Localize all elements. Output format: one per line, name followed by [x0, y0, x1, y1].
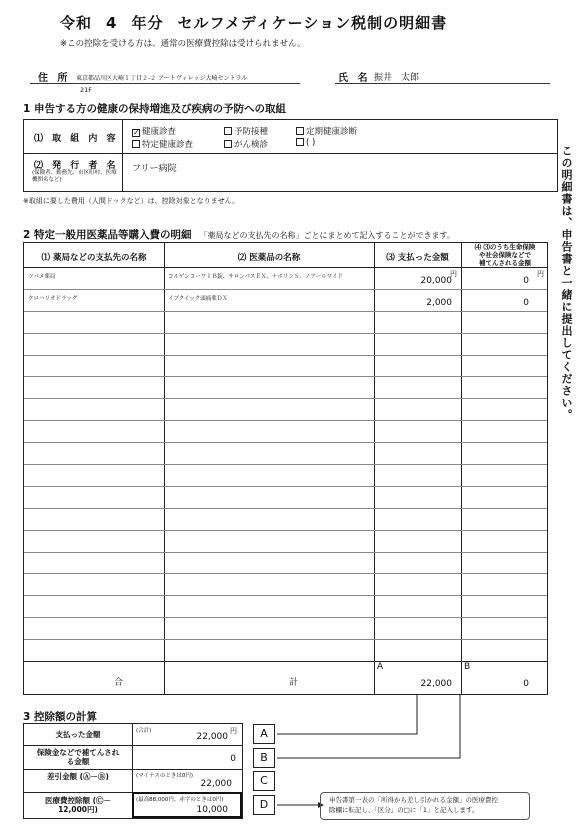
year-suffix: 年分: [131, 14, 164, 32]
calc-deduction-note: (最高88,000円、赤字のときは0円): [136, 797, 224, 803]
title-text: セルフメディケーション税制の明細書: [177, 14, 448, 32]
col-payee: ⑴ 薬局などの支払先の名称: [41, 253, 147, 263]
row1-payee: ツバメ薬局: [28, 274, 56, 280]
total-a-label: A: [377, 662, 384, 672]
transfer-note: 申告書第一表の「所得から差し引かれる金額」の医療費控 除欄に転記し、「区分」の□に「1」と記入します。: [320, 792, 530, 820]
checkbox-checked[interactable]: ✓: [133, 128, 140, 137]
calc-paid-label: 支払った金額: [55, 730, 101, 739]
address-line2: 21F: [80, 86, 93, 94]
calc-covered-value: 0: [230, 754, 236, 764]
issuer-value: フリー病院: [132, 164, 177, 174]
col-covered: ⑷ ⑶のうち生命保険 や社会保険などで 補てんされる金額: [474, 243, 536, 267]
letter-d: D: [253, 795, 275, 815]
calc-diff-value: 22,000: [200, 779, 232, 789]
option-vaccination[interactable]: 予防接種: [224, 125, 268, 137]
total-label-a: 合: [114, 678, 124, 688]
total-b: 0: [523, 679, 529, 689]
name-value: 振井 太郎: [374, 73, 420, 83]
letter-c: C: [253, 771, 275, 791]
section3-heading: 3 控除額の計算: [23, 711, 97, 723]
section1-heading: 1 申告する方の健康の保持増進及び疾病の予防への取組: [23, 103, 286, 115]
row1-medicine: コルゲンコーワＩＢ錠、サロンパスＥＸ、ナボリンＳ、ノアールワイド: [168, 274, 343, 280]
option-cancer-screening[interactable]: がん検診: [224, 138, 268, 150]
option-other[interactable]: ( ): [296, 138, 315, 148]
notice: ※この控除を受ける方は、通常の医療費控除は受けられません。: [60, 39, 306, 49]
letter-a: A: [253, 724, 275, 744]
calc-paid-note: (合計): [136, 728, 152, 734]
total-a: 22,000: [420, 679, 452, 689]
section2-heading: 2 特定一般用医薬品等購入費の明細 「薬局などの支払先の名称」ごとにまとめて記入することができます。: [23, 229, 455, 241]
calc-covered-label: 保険金などで補てんされる金額: [36, 748, 120, 766]
calc-diff-note: (マイナスのときは0円): [136, 773, 193, 779]
row2-payee: クロハリオドラッグ: [28, 296, 78, 302]
side-note: この明細書は、申告書と一緒に提出してください。: [560, 145, 573, 421]
calc-deduction-label: 医療費控除額 (Ⓒ－12,000円): [44, 796, 112, 814]
calc-deduction-value: 10,000: [196, 805, 228, 815]
row1-paid-yen: 円: [450, 270, 457, 278]
section1-footnote: ※取組に要した費用（人間ドックなど）は、控除対象となりません。: [23, 197, 240, 205]
calc-paid-yen: 円: [230, 727, 237, 735]
issuer-label: ⑵ 発 行 者 名: [34, 161, 119, 171]
row1-covered-yen: 円: [537, 270, 544, 278]
section2-note: 「薬局などの支払先の名称」ごとにまとめて記入することができます。: [199, 231, 455, 240]
name-label: 氏 名: [338, 73, 371, 84]
row1-covered: 0: [523, 276, 529, 286]
option-health-check[interactable]: ✓ 健康診査: [133, 127, 177, 137]
row2-covered: 0: [523, 298, 529, 308]
address-value: 東京都品川区大崎１丁目２-２ アートヴィレッジ大崎セントラル: [76, 75, 248, 82]
issuer-note: (保険者、勤務先、市区町村、医療機関名など): [32, 170, 117, 183]
option-specific-checkup[interactable]: 特定健康診査: [132, 138, 193, 150]
address-label: 住 所: [38, 73, 71, 84]
col-paid: ⑶ 支払った金額: [386, 253, 449, 263]
total-label-b: 計: [289, 678, 299, 688]
year: 4: [106, 14, 118, 32]
row2-medicine: イブクイック頭痛薬ＤＸ: [168, 296, 228, 302]
row1-paid: 20,000: [420, 276, 452, 286]
option-regular-checkup[interactable]: 定期健康診断: [296, 125, 357, 137]
era: 令和: [60, 14, 93, 32]
calc-paid-value: 22,000: [196, 732, 228, 742]
letter-b: B: [253, 748, 275, 768]
col-medicine: ⑵ 医薬品の名称: [237, 253, 301, 263]
row2-paid: 2,000: [426, 298, 452, 308]
total-b-label: B: [464, 662, 471, 672]
activity-label: ⑴ 取 組 内 容: [34, 134, 119, 144]
calc-diff-label: 差引金額 (Ⓐ－Ⓑ): [47, 772, 109, 781]
